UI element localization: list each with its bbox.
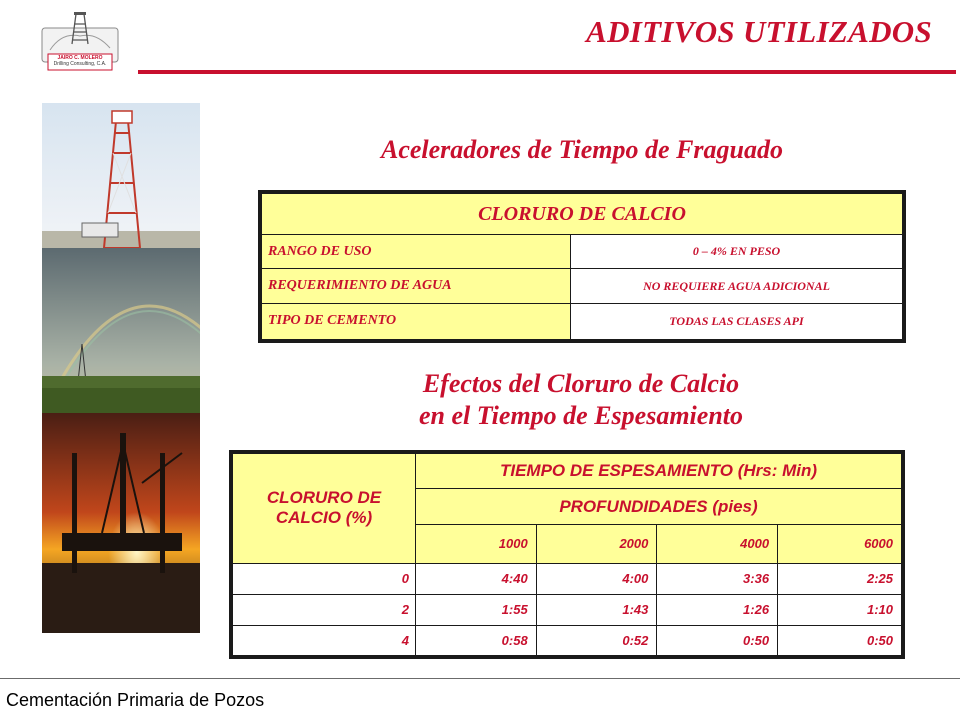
time-cell: 1:26 xyxy=(657,594,778,625)
page-title: ADITIVOS UTILIZADOS xyxy=(586,14,932,49)
pct-cell: 4 xyxy=(231,626,416,657)
time-cell: 0:50 xyxy=(778,626,903,657)
footer-divider xyxy=(0,678,960,679)
row-value: 0 – 4% EN PESO xyxy=(571,235,905,269)
title-divider xyxy=(138,70,956,74)
section-title-line1: Efectos del Cloruro de Calcio xyxy=(422,369,740,398)
section-title-effects xyxy=(229,368,933,432)
row-label: RANGO DE USO xyxy=(260,235,571,269)
depth-cell: 4000 xyxy=(657,525,778,563)
logo-tagline: Drilling Consulting, C.A. xyxy=(53,61,107,67)
table-row xyxy=(260,269,904,303)
calcium-chloride-table xyxy=(258,190,906,343)
table-row xyxy=(231,626,903,657)
offshore-platform-photo xyxy=(42,413,200,633)
table-row xyxy=(260,303,904,341)
row-value: NO REQUIERE AGUA ADICIONAL xyxy=(571,269,905,303)
time-cell: 0:52 xyxy=(536,626,657,657)
table-row xyxy=(231,594,903,625)
thickening-time-table xyxy=(229,450,905,659)
table-row xyxy=(231,563,903,594)
rainbow-rig-photo xyxy=(42,248,200,413)
time-cell: 3:36 xyxy=(657,563,778,594)
photo-strip xyxy=(42,103,200,633)
depth-cell: 1000 xyxy=(416,525,537,563)
footer-text: Cementación Primaria de Pozos xyxy=(6,690,265,710)
time-cell: 1:10 xyxy=(778,594,903,625)
row-label: REQUERIMIENTO DE AGUA xyxy=(260,269,571,303)
header-thickening-time: TIEMPO DE ESPESAMIENTO (Hrs: Min) xyxy=(416,452,904,488)
table-row xyxy=(260,235,904,269)
time-cell: 2:25 xyxy=(778,563,903,594)
time-cell: 0:50 xyxy=(657,626,778,657)
pct-cell: 2 xyxy=(231,594,416,625)
drilling-rig-photo xyxy=(42,103,200,248)
column-header-chloride: CLORURO DE CALCIO (%) xyxy=(231,452,416,563)
depth-cell: 6000 xyxy=(778,525,903,563)
time-cell: 1:55 xyxy=(416,594,537,625)
section-title-accelerators: Aceleradores de Tiempo de Fraguado xyxy=(381,135,783,164)
time-cell: 4:00 xyxy=(536,563,657,594)
time-cell: 4:40 xyxy=(416,563,537,594)
time-cell: 0:58 xyxy=(416,626,537,657)
depth-cell: 2000 xyxy=(536,525,657,563)
row-value: TODAS LAS CLASES API xyxy=(571,303,905,341)
pct-cell: 0 xyxy=(231,563,416,594)
header-depths: PROFUNDIDADES (pies) xyxy=(416,488,904,524)
time-cell: 1:43 xyxy=(536,594,657,625)
logo-name: JAIRO C. MOLERO xyxy=(57,55,103,61)
logo-caption xyxy=(40,55,120,67)
table-header: CLORURO DE CALCIO xyxy=(260,192,904,235)
row-label: TIPO DE CEMENTO xyxy=(260,303,571,341)
section-title-line2: en el Tiempo de Espesamiento xyxy=(419,401,743,430)
